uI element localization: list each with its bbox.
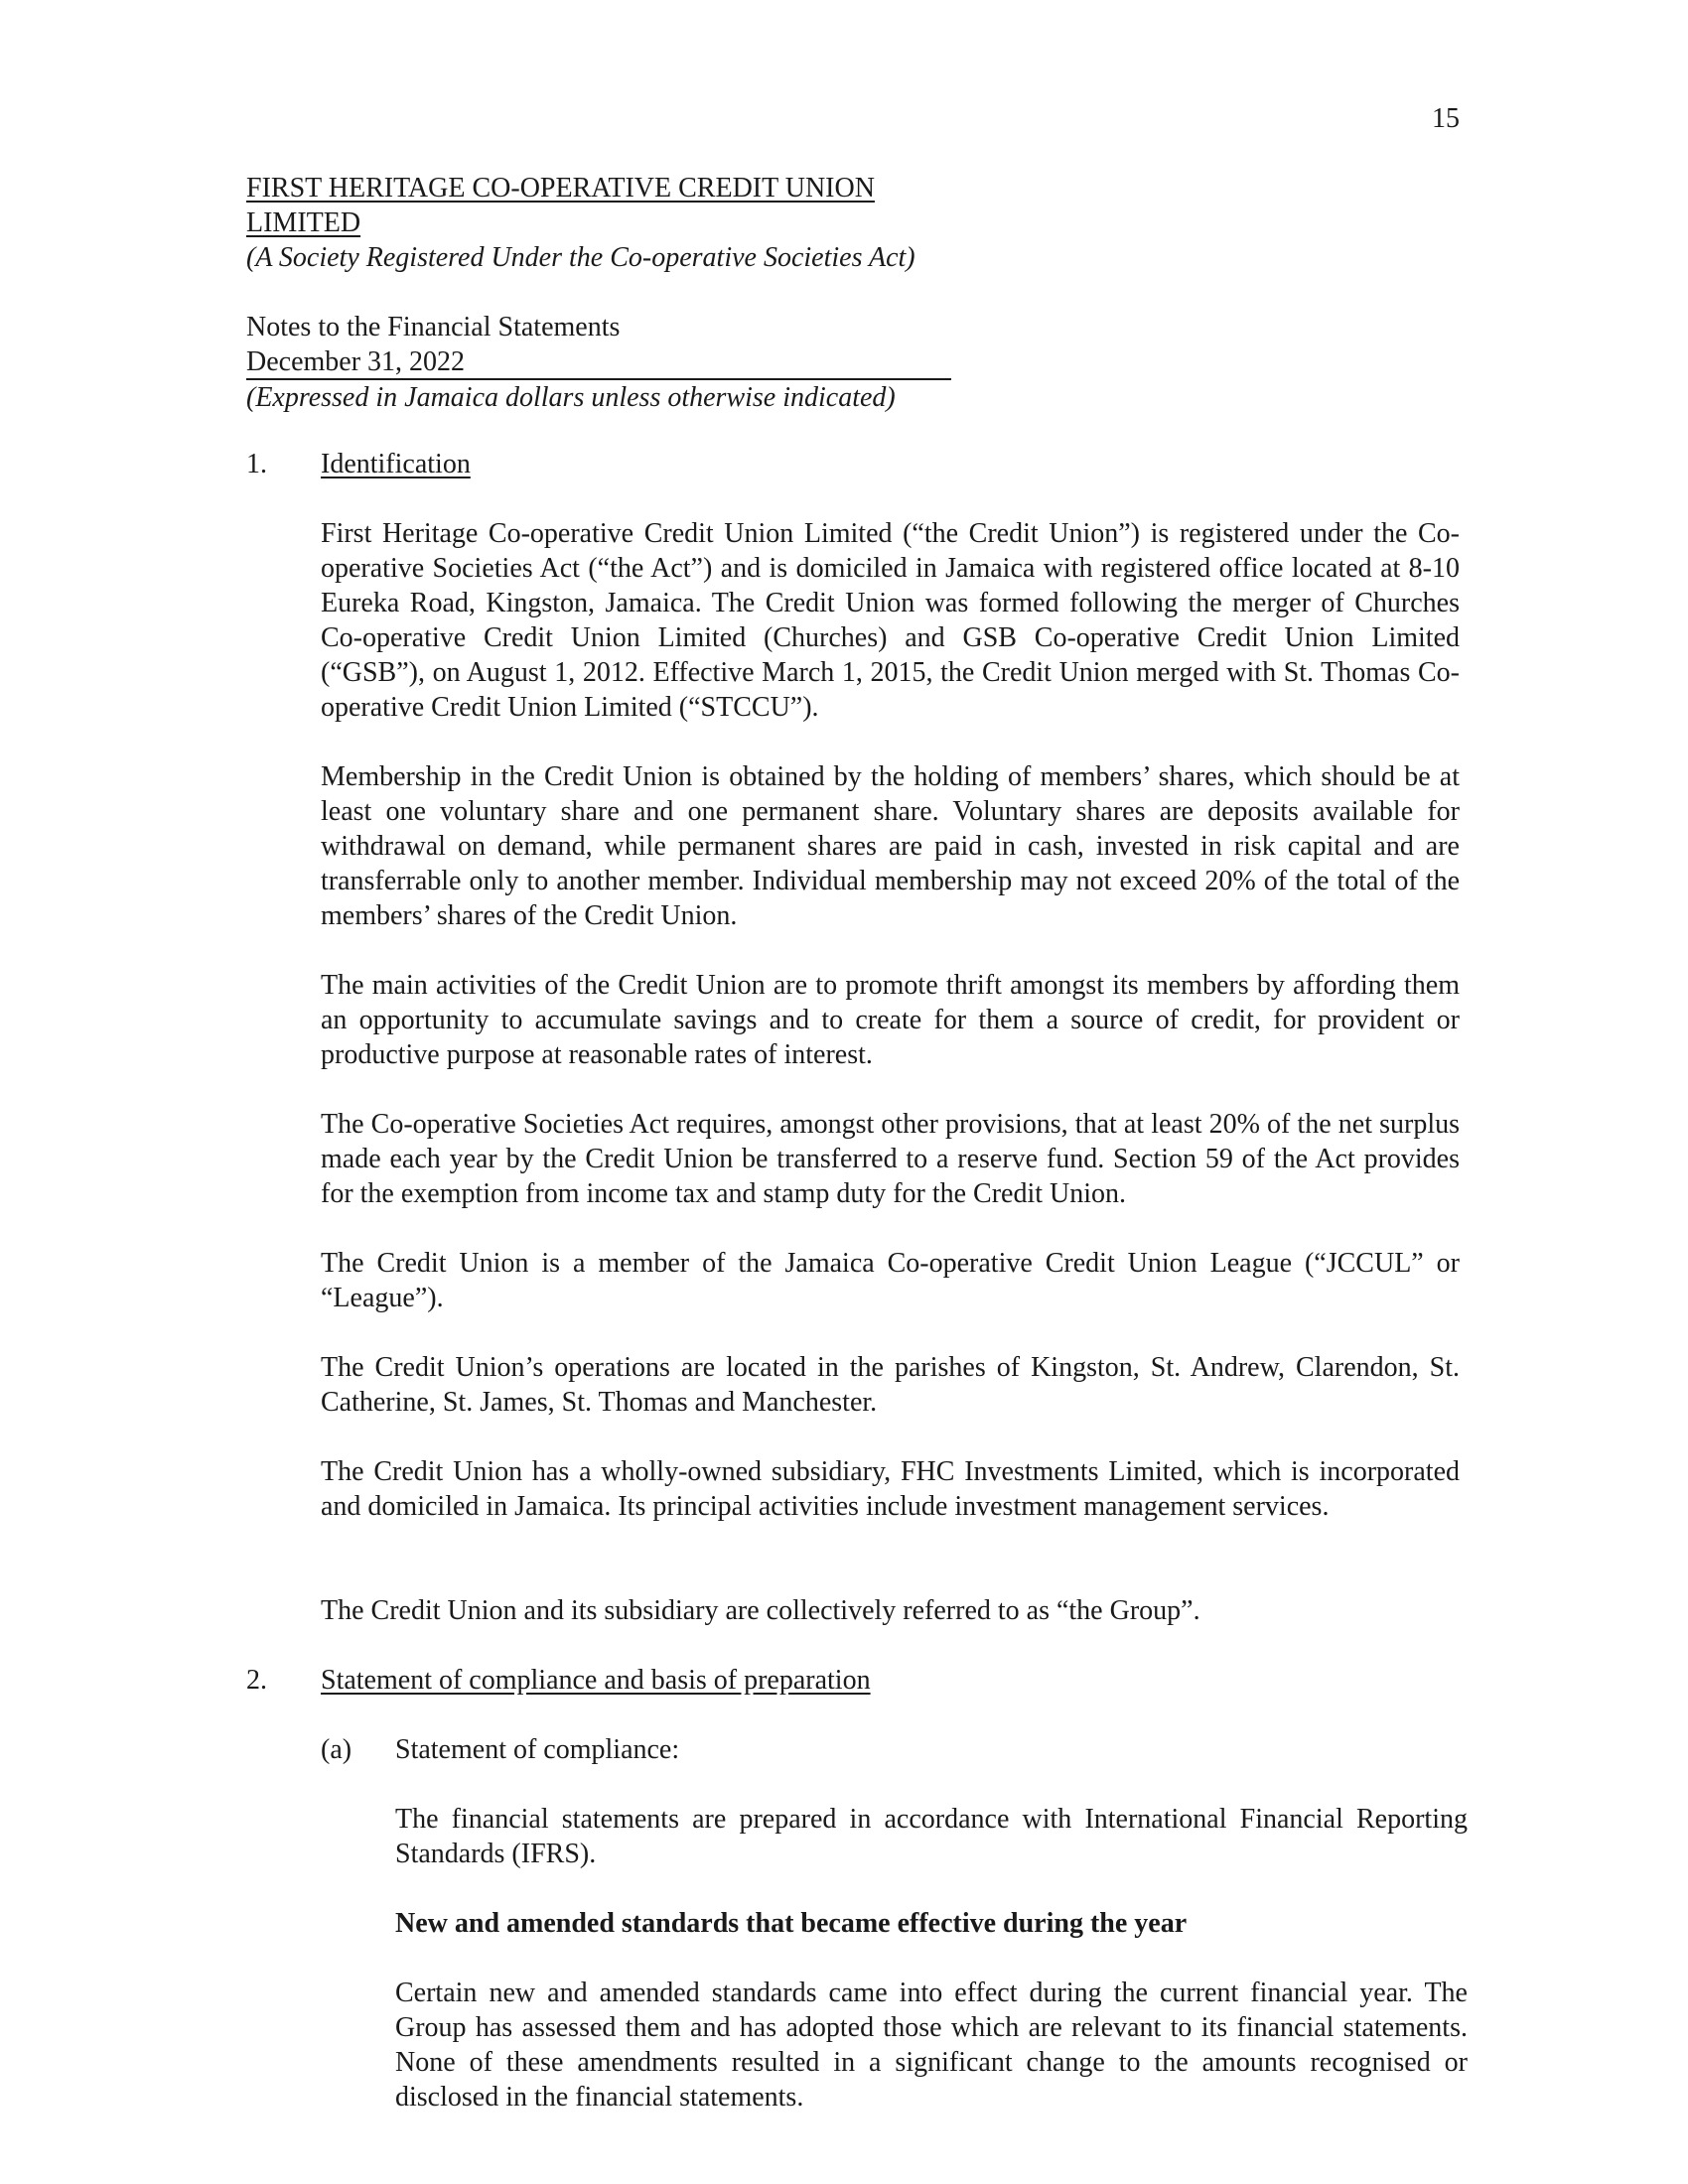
section-number: 1.: [246, 449, 267, 479]
paragraph: Membership in the Credit Union is obtained by the holding of members’ shares, which should be at least one voluntary share and one permanent share. Voluntary shares are deposits available for withdrawal on demand, while permanent shares are paid in cash, invested in risk capital and are transferrable only to another member. Individual membership may not exceed 20% of the total of the members’ shares of the Credit Union.: [321, 761, 1460, 931]
paragraph: First Heritage Co-operative Credit Union Limited (“the Credit Union”) is registered under the Co-operative Societies Act (“the Act”) and is domiciled in Jamaica with registered office located at 8-10 Eureka Road, Kingston, Jamaica. The Credit Union was formed following the merger of Churches Co-operative Credit Union Limited (Churches) and GSB Co-operative Credit Union Limited (“GSB”), on August 1, 2012. Effective March 1, 2015, the Credit Union merged with St. Thomas Co-operative Credit Union Limited (“STCCU”).: [321, 518, 1460, 723]
page-number: 15: [1432, 103, 1460, 134]
notes-title: Notes to the Financial Statements: [246, 312, 621, 342]
subsection-label: (a): [321, 1734, 352, 1765]
paragraph: The Credit Union’s operations are located in the parishes of Kingston, St. Andrew, Clarendon, St. Catherine, St. James, St. Thomas and Manchester.: [321, 1352, 1460, 1418]
paragraph: Certain new and amended standards came into effect during the current financial year. The Group has assessed them and has adopted those which are relevant to its financial statements. None of these amendments resulted in a significant change to the amounts recognised or disclosed in the financial statements.: [395, 1978, 1468, 2113]
statement-date: December 31, 2022: [246, 346, 951, 380]
paragraph: The main activities of the Credit Union are to promote thrift amongst its members by affording them an opportunity to accumulate savings and to create for them a source of credit, for provident or productive purpose at reasonable rates of interest.: [321, 970, 1460, 1070]
subsection-title: Statement of compliance:: [395, 1734, 680, 1765]
organization-name: FIRST HERITAGE CO-OPERATIVE CREDIT UNION LIMITED: [246, 173, 875, 238]
paragraph: The Credit Union is a member of the Jamaica Co-operative Credit Union League (“JCCUL” or “League”).: [321, 1248, 1460, 1313]
document-header: [246, 171, 961, 415]
paragraph: The Co-operative Societies Act requires, amongst other provisions, that at least 20% of the net surplus made each year by the Credit Union be transferred to a reserve fund. Section 59 of the Act provides for the exemption from income tax and stamp duty for the Credit Union.: [321, 1109, 1460, 1209]
currency-note: (Expressed in Jamaica dollars unless otherwise indicated): [246, 382, 896, 413]
section-title: Identification: [321, 449, 471, 479]
organization-subtitle: (A Society Registered Under the Co-operative Societies Act): [246, 242, 915, 273]
section-number: 2.: [246, 1665, 267, 1696]
paragraph: The financial statements are prepared in accordance with International Financial Reporting Standards (IFRS).: [395, 1804, 1468, 1869]
section-title: Statement of compliance and basis of preparation: [321, 1665, 871, 1696]
bold-heading: New and amended standards that became effective during the year: [395, 1908, 1188, 1939]
paragraph: The Credit Union has a wholly-owned subsidiary, FHC Investments Limited, which is incorporated and domiciled in Jamaica. Its principal activities include investment management services.: [321, 1456, 1460, 1522]
paragraph: The Credit Union and its subsidiary are collectively referred to as “the Group”.: [321, 1595, 1200, 1626]
